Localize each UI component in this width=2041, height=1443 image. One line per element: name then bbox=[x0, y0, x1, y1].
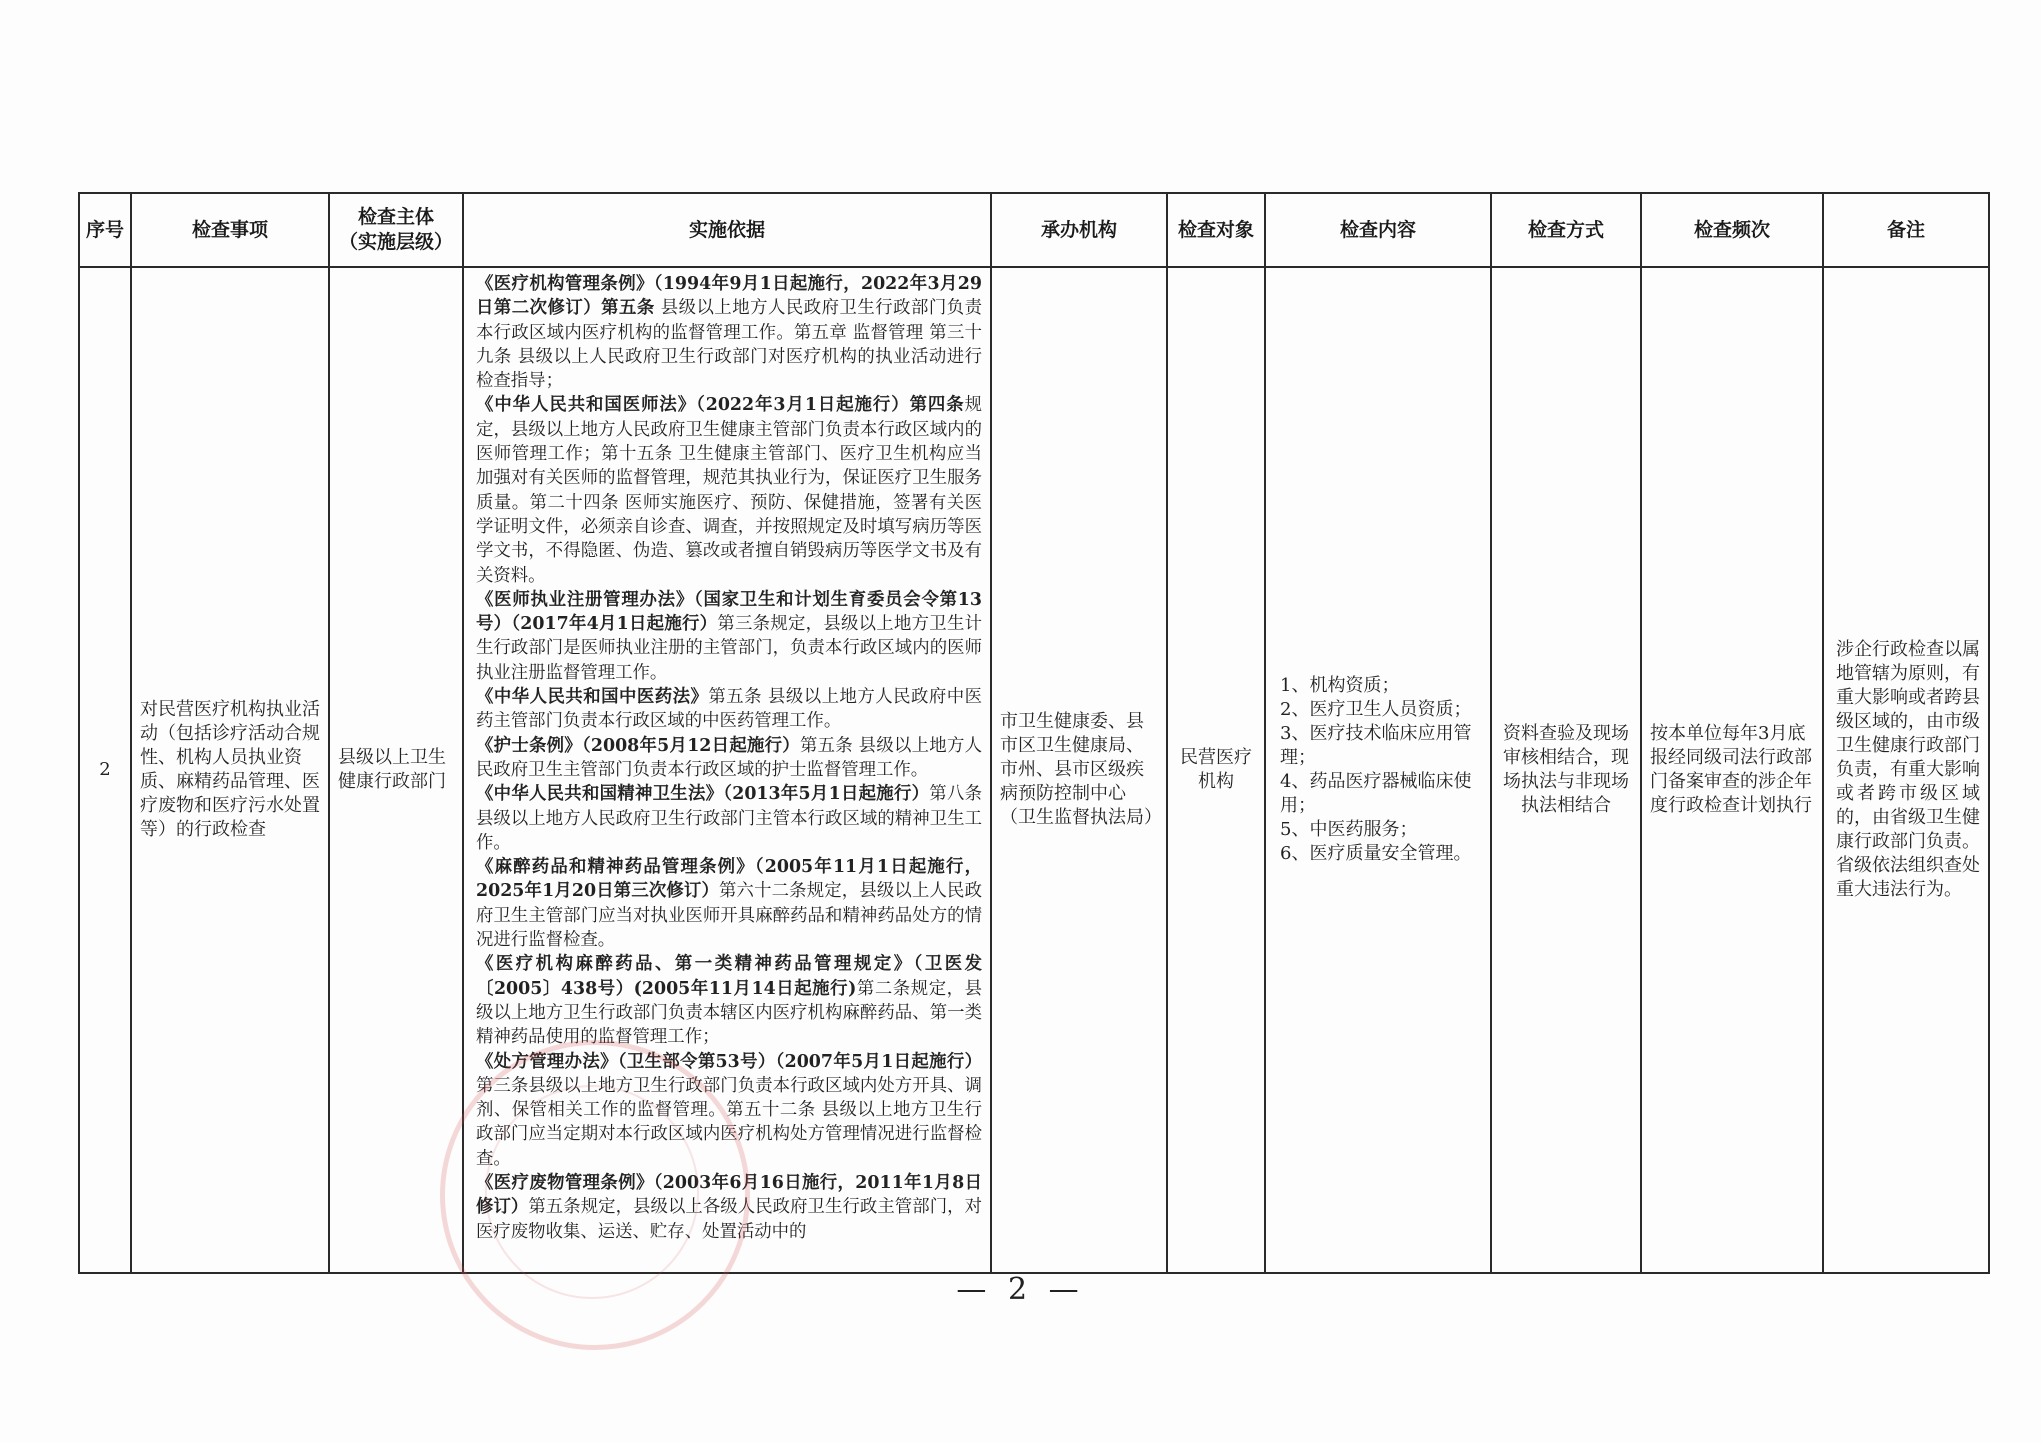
page-number: — 2 — bbox=[956, 1272, 1085, 1307]
basis-paragraph: 《医师执业注册管理办法》（国家卫生和计划生育委员会令第13号）（2017年4月1日起施行）第三条规定，县级以上地方卫生计生行政部门是医师执业注册的主管部门，负责本行政区域内的医师执业注册监督管理工作。 bbox=[476, 589, 982, 683]
row-object: 民营医疗机构 bbox=[1180, 747, 1252, 792]
basis-paragraph: 《中华人民共和国医师法》（2022年3月1日起施行）第四条规定，县级以上地方人民政府卫生健康主管部门负责本行政区域内的医师管理工作；第十五条 卫生健康主管部门、医疗卫生机构应当加强对有关医师的监督管理，规范其执业行为，保证医疗卫生服务质量。第二十四条 医师实施医疗、预防、保健措施，签署有关医学证明文件，必须亲自诊查、调查，并按照规定及时填写病历等医学文书，不得隐匿、伪造、篡改或者擅自销毁病历等医学文书及有关资料。 bbox=[476, 395, 982, 586]
header-method: 检查方式 bbox=[1491, 193, 1641, 267]
basis-text bbox=[464, 268, 990, 1272]
basis-paragraph: 《中华人民共和国中医药法》第五条 县级以上地方人民政府中医药主管部门负责本行政区域的中医药管理工作。 bbox=[476, 687, 982, 732]
content-list bbox=[1266, 674, 1490, 866]
header-item: 检查事项 bbox=[131, 193, 329, 267]
basis-paragraph: 《麻醉药品和精神药品管理条例》（2005年11月1日起施行，2025年1月20日第三次修订）第六十二条规定，县级以上人民政府卫生主管部门应当对执业医师开具麻醉药品和精神药品处方的情况进行监督检查。 bbox=[476, 857, 982, 951]
row-item-cell bbox=[131, 267, 329, 1273]
basis-paragraph: 《医疗机构麻醉药品、第一类精神药品管理规定》（卫医发〔2005〕438号）(2005年11月14日起施行)第二条规定，县级以上地方卫生行政部门负责本辖区内医疗机构麻醉药品、第一类精神药品使用的监督管理工作； bbox=[476, 954, 982, 1048]
header-basis: 实施依据 bbox=[463, 193, 991, 267]
header-subject bbox=[329, 193, 463, 267]
row-agency: 市卫生健康委、县市区卫生健康局、市州、县市区级疾病预防控制中心（卫生监督执法局） bbox=[1000, 711, 1162, 828]
header-content: 检查内容 bbox=[1265, 193, 1491, 267]
table-row bbox=[79, 267, 1989, 1273]
basis-paragraph: 《医疗机构管理条例》（1994年9月1日起施行，2022年3月29日第二次修订）第五条 县级以上地方人民政府卫生行政部门负责本行政区域内医疗机构的监督管理工作。第五章 监督管理 第三十九条 县级以上人民政府卫生行政部门对医疗机构的执业活动进行检查指导； bbox=[476, 274, 982, 392]
row-notes-cell bbox=[1823, 267, 1989, 1273]
header-object: 检查对象 bbox=[1167, 193, 1265, 267]
row-seq: 2 bbox=[79, 267, 131, 1273]
header-subject-line1: 检查主体 bbox=[357, 206, 434, 228]
content-item: 3、医疗技术临床应用管理； bbox=[1280, 723, 1472, 768]
row-content-cell bbox=[1265, 267, 1491, 1273]
content-item: 6、医疗质量安全管理。 bbox=[1280, 843, 1472, 864]
row-agency-cell bbox=[991, 267, 1167, 1273]
header-row bbox=[79, 193, 1989, 267]
basis-paragraph: 《中华人民共和国精神卫生法》（2013年5月1日起施行）第八条 县级以上地方人民政府卫生行政部门主管本行政区域的精神卫生工作。 bbox=[476, 784, 982, 853]
content-item: 2、医疗卫生人员资质； bbox=[1280, 699, 1472, 720]
header-agency: 承办机构 bbox=[991, 193, 1167, 267]
row-subject: 县级以上卫生健康行政部门 bbox=[338, 747, 446, 792]
row-basis-cell bbox=[463, 267, 991, 1273]
row-object-cell bbox=[1167, 267, 1265, 1273]
basis-paragraph: 《处方管理办法》（卫生部令第53号）（2007年5月1日起施行）第三条县级以上地方卫生行政部门负责本行政区域内处方开具、调剂、保管相关工作的监督管理。第五十二条 县级以上地方卫生行政部门应当定期对本行政区域内医疗机构处方管理情况进行监督检查。 bbox=[476, 1051, 982, 1169]
content-item: 4、药品医疗器械临床使用； bbox=[1280, 771, 1472, 816]
basis-paragraph: 《护士条例》（2008年5月12日起施行）第五条 县级以上地方人民政府卫生主管部门负责本行政区域的护士监督管理工作。 bbox=[476, 735, 982, 780]
row-frequency: 按本单位每年3月底报经同级司法行政部门备案审查的涉企年度行政检查计划执行 bbox=[1650, 723, 1812, 816]
content-item: 5、中医药服务； bbox=[1280, 819, 1418, 840]
header-frequency: 检查频次 bbox=[1641, 193, 1823, 267]
content-item: 1、机构资质； bbox=[1280, 675, 1400, 696]
header-subject-line2: （实施层级） bbox=[338, 231, 453, 253]
inspection-table bbox=[78, 192, 1990, 1274]
row-frequency-cell bbox=[1641, 267, 1823, 1273]
row-subject-cell bbox=[329, 267, 463, 1273]
row-item: 对民营医疗机构执业活动（包括诊疗活动合规性、机构人员执业资质、麻精药品管理、医疗废物和医疗污水处置等）的行政检查 bbox=[140, 699, 320, 840]
row-method: 资料查验及现场审核相结合，现场执法与非现场执法相结合 bbox=[1503, 723, 1629, 816]
header-seq: 序号 bbox=[79, 193, 131, 267]
row-method-cell bbox=[1491, 267, 1641, 1273]
basis-paragraph: 《医疗废物管理条例》（2003年6月16日施行，2011年1月8日修订）第五条规定，县级以上各级人民政府卫生行政主管部门，对医疗废物收集、运送、贮存、处置活动中的 bbox=[476, 1172, 982, 1242]
header-notes: 备注 bbox=[1823, 193, 1989, 267]
row-notes: 涉企行政检查以属地管辖为原则，有重大影响或者跨县级区域的，由市级卫生健康行政部门负责，有重大影响或者跨市级区域的，由省级卫生健康行政部门负责。省级依法组织查处重大违法行为。 bbox=[1836, 639, 1980, 900]
